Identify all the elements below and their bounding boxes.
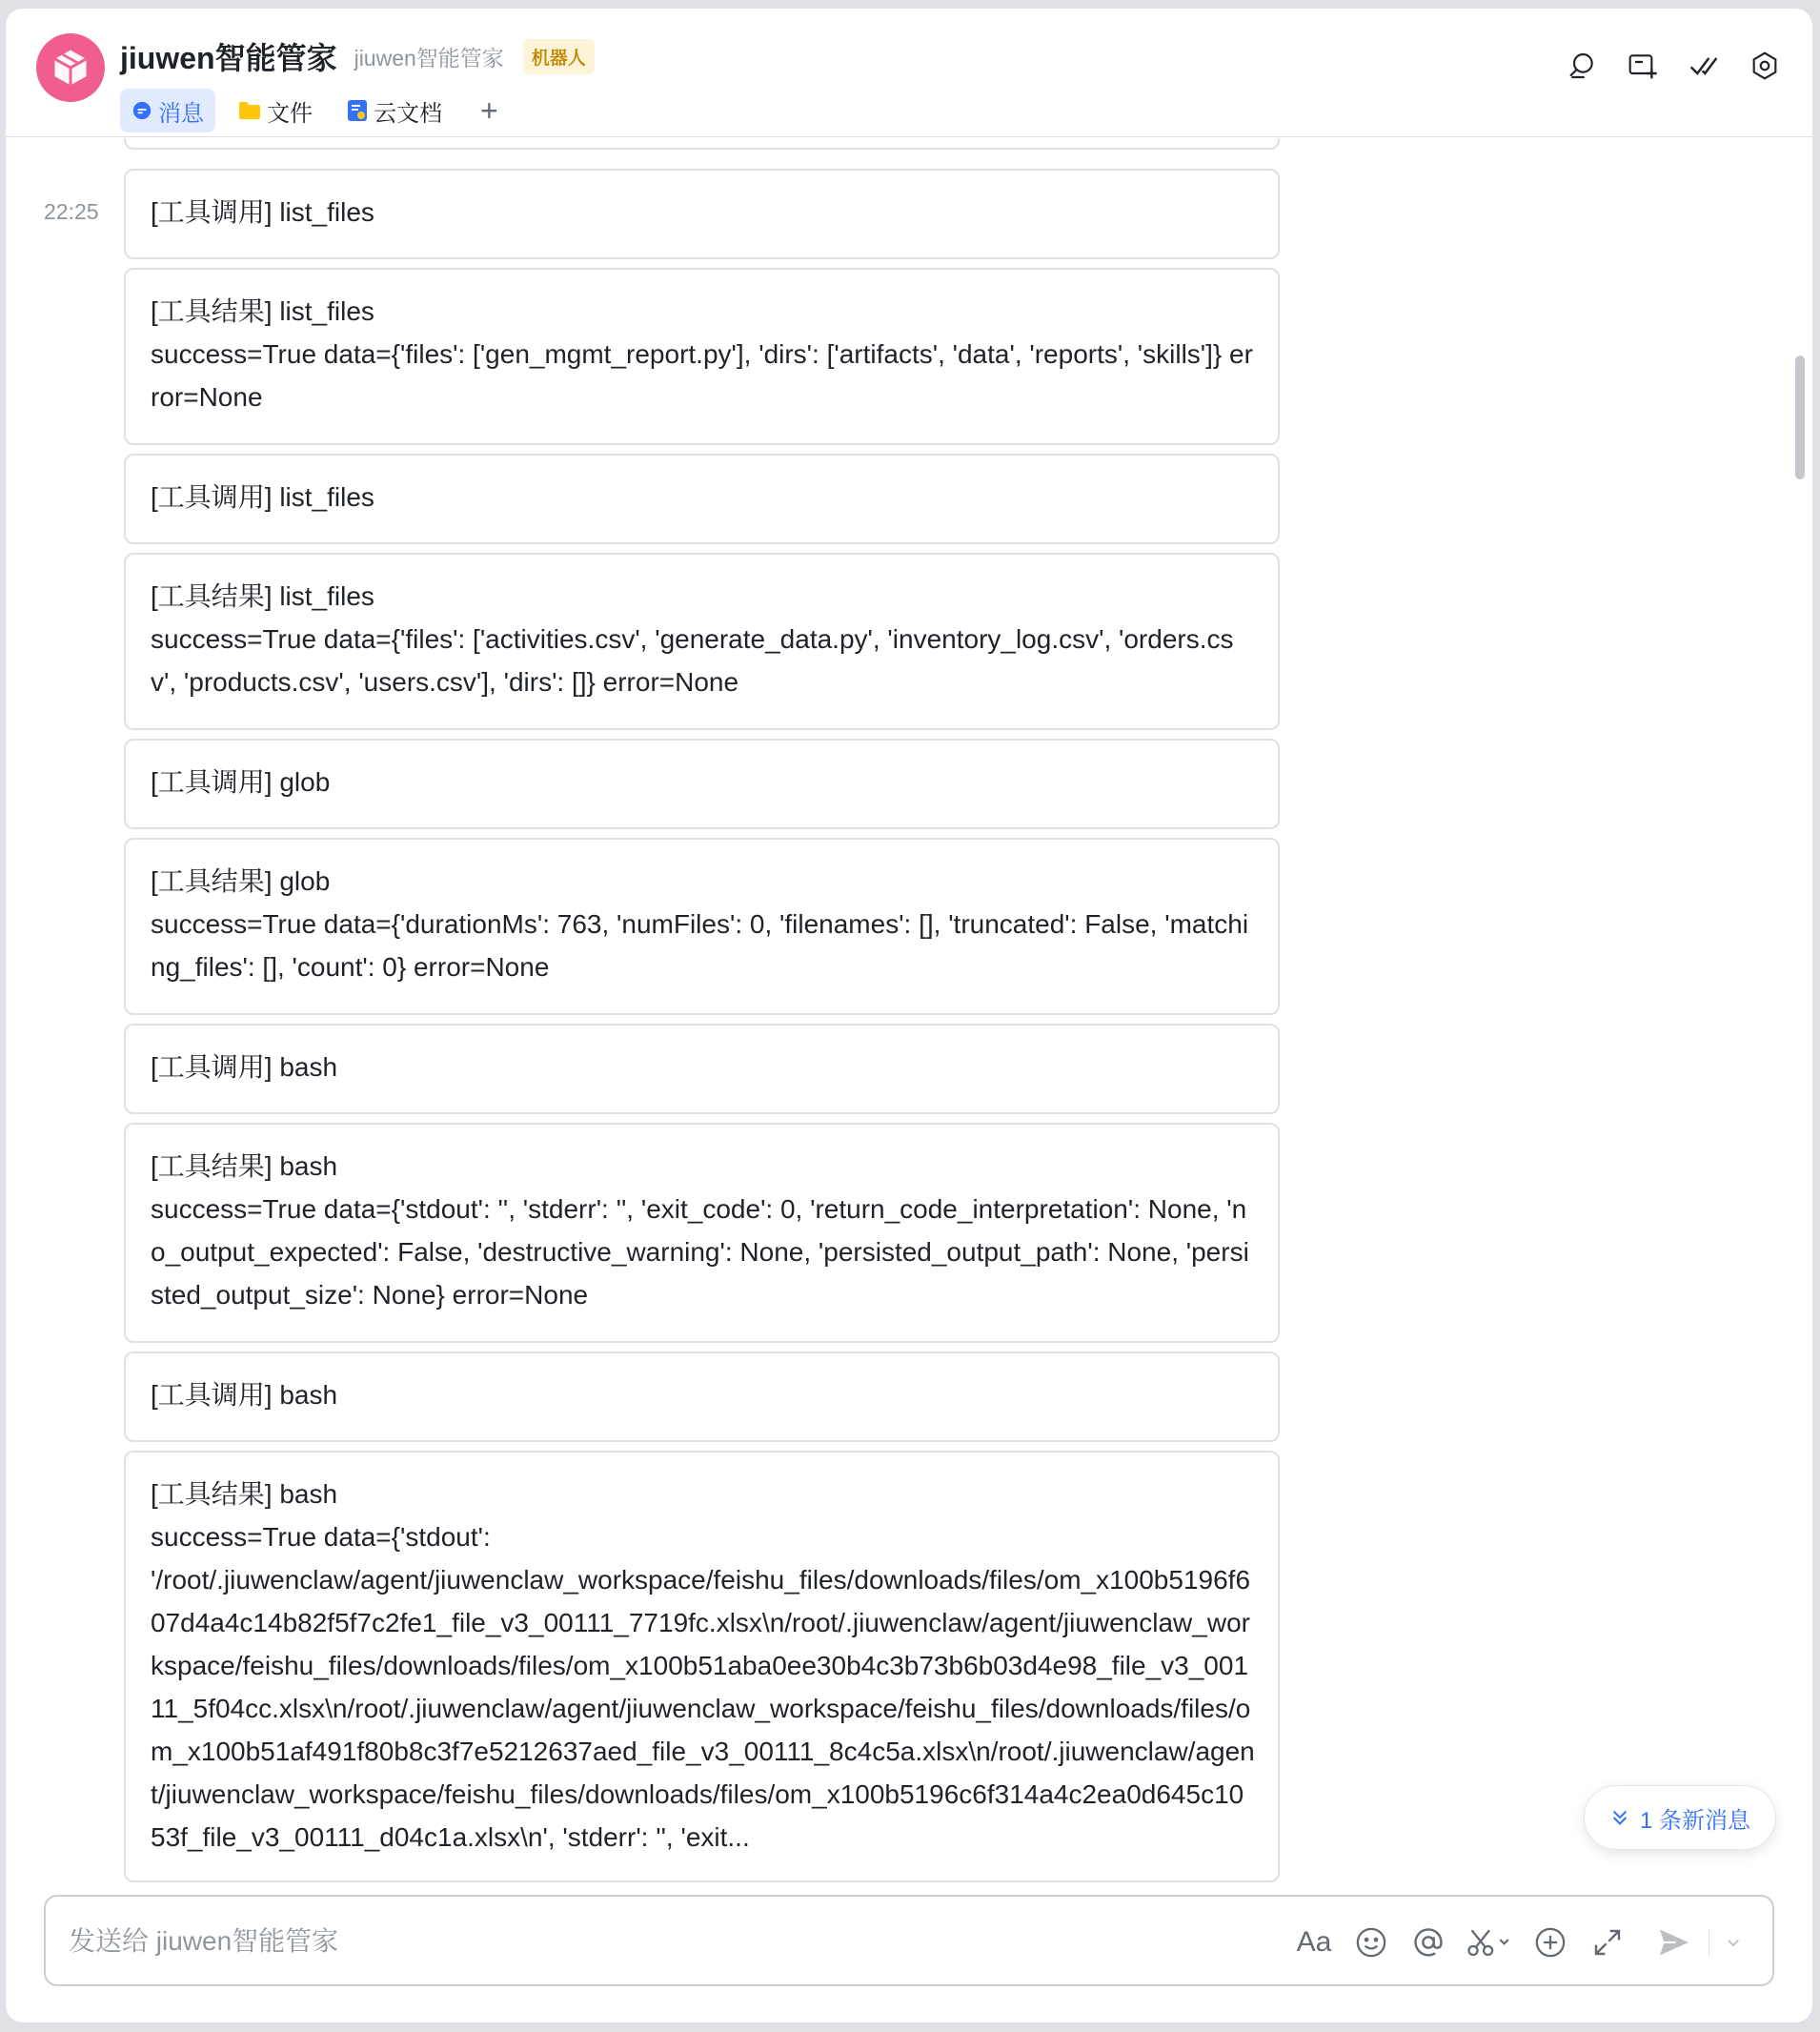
tool-result-card	[124, 553, 1280, 730]
card-line: [工具调用] list_files	[151, 482, 374, 512]
new-messages-label: 1 条新消息	[1639, 1807, 1750, 1834]
new-topic-icon[interactable]	[1624, 47, 1662, 85]
chat-title[interactable]: jiuwen智能管家	[120, 41, 337, 75]
cloud-doc-icon	[347, 99, 368, 122]
card-line: [工具调用] list_files	[151, 197, 374, 227]
tool-call-card	[124, 454, 1280, 544]
chat-bubble-icon	[131, 100, 152, 121]
composer-tools	[1278, 1920, 1748, 1965]
card-line: [工具调用] glob	[151, 767, 331, 797]
text-format-button[interactable]: Aa	[1296, 1926, 1332, 1958]
tab-label: 消息	[158, 100, 204, 127]
send-icon[interactable]	[1653, 1920, 1695, 1965]
tool-call-card	[124, 739, 1280, 829]
tool-result-card	[124, 1123, 1280, 1343]
card-line: [工具结果] list_files	[151, 581, 374, 611]
chevron-down-icon[interactable]	[1719, 1920, 1748, 1965]
screenshot-scissors-icon[interactable]	[1465, 1920, 1514, 1965]
card-line: success=True data={'files': ['gen_mgmt_report.py'], 'dirs': ['artifacts', 'data', 'reports', 'skills']} error=None	[151, 339, 1253, 412]
card-line: '/root/.jiuwenclaw/agent/jiuwenclaw_workspace/feishu_files/downloads/files/om_x100b5196f607d4a4c14b82f5f7c2fe1_file_v3_00111_7719fc.xlsx\n/root/.jiuwenclaw/agent/jiuwenclaw_workspace/feishu_files/downloads/files/om_x100b51aba0ee30b4c3b73b6b03d4e98_file_v3_00111_5f04cc.xlsx\n/root/.jiuwenclaw/agent/jiuwenclaw_workspace/feishu_files/downloads/files/om_x100b51af491f80b8c3f7e5212637aed_file_v3_00111_8c4c5a.xlsx\n/root/.jiuwenclaw/agent/jiuwenclaw_workspace/feishu_files/downloads/files/om_x100b5196c6f314a4c2ea0d645c1053f_file_v3_00111_d04c1a.xlsx\n', 'stderr': '', 'exit...	[151, 1565, 1255, 1852]
message-scrollbar[interactable]	[1795, 356, 1805, 479]
card-line: [工具结果] bash	[151, 1479, 338, 1509]
new-messages-button[interactable]	[1584, 1785, 1776, 1850]
message-composer	[44, 1895, 1774, 1986]
card-line: [工具调用] bash	[151, 1052, 338, 1082]
card-line: success=True data={'durationMs': 763, 'numFiles': 0, 'filenames': [], 'truncated': False, 'matching_files': [], 'count': 0} error=None	[151, 909, 1249, 982]
mention-icon[interactable]	[1407, 1920, 1449, 1965]
tool-call-card	[124, 1351, 1280, 1442]
title-row	[120, 37, 595, 75]
chat-window	[6, 9, 1812, 2022]
chat-subtitle: jiuwen智能管家	[354, 45, 504, 71]
card-line: success=True data={'stdout':	[151, 1522, 491, 1552]
expand-icon[interactable]	[1587, 1920, 1628, 1965]
tool-call-card	[124, 169, 1280, 259]
tab-cloud-docs[interactable]	[335, 89, 454, 132]
card-line: success=True data={'stdout': '', 'stderr': '', 'exit_code': 0, 'return_code_interpretation': None, 'no_output_expected': False, 'destructive_warning': None, 'persisted_output_path': None, 'persisted_output_size': None} error=None	[151, 1194, 1249, 1310]
tool-result-card	[124, 268, 1280, 445]
tab-label: 云文档	[374, 100, 442, 127]
tab-label: 文件	[267, 100, 313, 127]
chat-tabs	[120, 89, 498, 132]
add-circle-icon[interactable]	[1529, 1920, 1571, 1965]
tool-result-card	[124, 1451, 1280, 1882]
card-line: [工具结果] glob	[151, 866, 331, 896]
tab-files[interactable]	[227, 89, 324, 132]
message-input[interactable]	[69, 1918, 1260, 1965]
message-list[interactable]	[6, 138, 1812, 1882]
message-timestamp: 22:25	[44, 199, 99, 224]
cube-icon	[50, 47, 91, 89]
tab-messages[interactable]	[120, 89, 215, 132]
header-actions	[1540, 47, 1784, 85]
chat-header	[6, 9, 1812, 137]
tool-result-card	[124, 838, 1280, 1015]
folder-icon	[238, 100, 261, 121]
tool-call-card	[124, 1024, 1280, 1114]
bot-badge: 机器人	[523, 39, 595, 74]
emoji-icon[interactable]	[1350, 1920, 1392, 1965]
card-line: success=True data={'files': ['activities.csv', 'generate_data.py', 'inventory_log.csv', 'orders.csv', 'products.csv', 'users.csv'], 'dirs': []} error=None	[151, 624, 1234, 697]
card-line: [工具结果] bash	[151, 1151, 338, 1181]
settings-icon[interactable]	[1746, 47, 1784, 85]
search-icon[interactable]	[1563, 47, 1601, 85]
add-tab-button[interactable]: +	[480, 93, 498, 128]
checkmark-icon[interactable]	[1685, 47, 1723, 85]
card-line: [工具调用] bash	[151, 1380, 338, 1410]
message-card-partial	[124, 138, 1280, 150]
double-chevron-down-icon	[1609, 1807, 1630, 1828]
bot-avatar[interactable]	[36, 33, 105, 102]
card-line: [工具结果] list_files	[151, 296, 374, 326]
